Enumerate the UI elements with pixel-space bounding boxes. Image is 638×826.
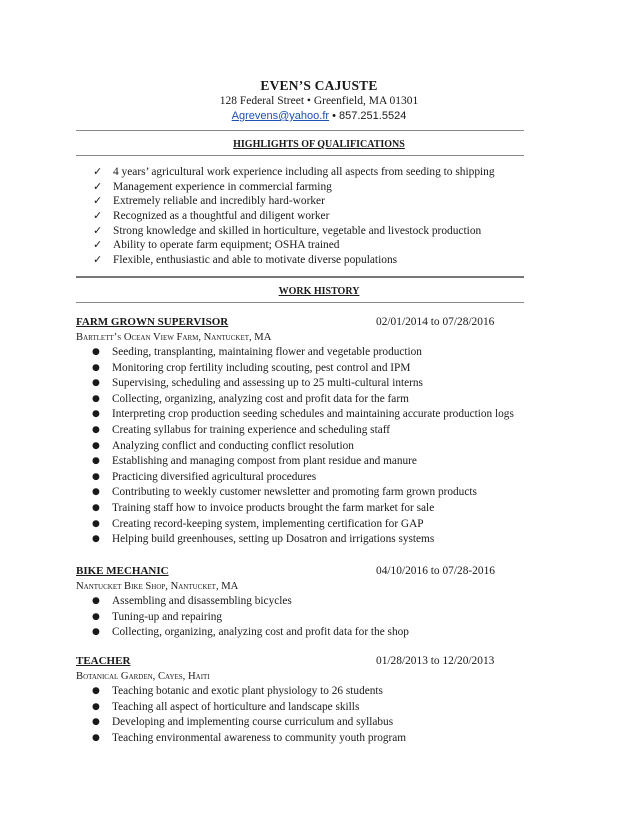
bullet-icon: ● [92, 440, 100, 451]
divider [76, 130, 524, 131]
list-item: ✓ 4 years’ agricultural work experience including all aspects from seeding to shipping [93, 165, 495, 178]
bullet-icon: ● [92, 424, 100, 435]
list-item: ● Assembling and disassembling bicycles [76, 594, 524, 610]
resume-name: EVEN’S CAJUSTE [260, 78, 378, 93]
list-item: ● Practicing diversified agricultural procedures [76, 470, 524, 486]
list-item: ✓ Ability to operate farm equipment; OSHA trained [93, 238, 340, 252]
job-entry [76, 315, 524, 548]
list-item: ✓ Strong knowledge and skilled in horticulture, vegetable and livestock production [93, 223, 482, 237]
list-item: ● Teaching all aspect of horticulture and landscape skills [76, 700, 524, 716]
bullet-icon: ● [92, 534, 100, 545]
bullet-icon: ● [92, 347, 100, 357]
bullet-icon: ● [92, 596, 100, 606]
list-item: ● Collecting, organizing, analyzing cost and profit data for the farm [76, 392, 524, 408]
bullet-icon: ● [92, 456, 100, 467]
phone-number: • 857.251.5524 [329, 110, 407, 122]
list-item: ● Helping build greenhouses, setting up Dosatron and irrigations systems [76, 532, 524, 548]
list-item: ● Training staff how to invoice products brought the farm market for sale [76, 501, 524, 517]
list-item: ● Analyzing conflict and conducting conflict resolution [76, 439, 524, 455]
checkmark-icon: ✓ [93, 194, 103, 208]
list-item: ● Establishing and managing compost from plant residue and manure [76, 454, 524, 470]
bullet-icon: ● [92, 611, 100, 622]
bullet-icon: ● [92, 502, 100, 513]
job-title: BIKE MECHANIC 04/10/2016 to 07/28-2016 [76, 565, 495, 577]
checkmark-icon: ✓ [93, 253, 103, 267]
list-item: ● Collecting, organizing, analyzing cost and profit data for the shop [76, 625, 524, 641]
qualifications-list [93, 165, 495, 268]
duties-list [76, 594, 524, 641]
checkmark-icon: ✓ [93, 223, 103, 237]
work-history-heading: WORK HISTORY [278, 286, 360, 297]
bullet-icon: ● [92, 378, 100, 389]
qualifications-heading: HIGHLIGHTS OF QUALIFICATIONS [233, 139, 405, 150]
divider [76, 302, 524, 303]
bullet-icon: ● [92, 717, 100, 728]
list-item: ● Teaching botanic and exotic plant physiology to 26 students [76, 684, 524, 700]
job-title: TEACHER 01/28/2013 to 12/20/2013 [76, 655, 495, 667]
job-dates: 01/28/2013 to 12/20/2013 [376, 655, 495, 667]
contact-line [0, 110, 638, 122]
bullet-icon: ● [92, 732, 100, 743]
job-company: Nantucket Bike Shop, Nantucket, MA [76, 581, 239, 592]
checkmark-icon: ✓ [93, 179, 103, 193]
duties-list [76, 684, 524, 746]
divider [76, 276, 524, 278]
bullet-icon: ● [92, 487, 100, 498]
checkmark-icon: ✓ [93, 209, 103, 223]
list-item: ● Interpreting crop production seeding schedules and maintaining accurate production logs [76, 407, 524, 423]
list-item: ● Developing and implementing course curriculum and syllabus [76, 715, 524, 731]
bullet-icon: ● [92, 409, 100, 420]
bullet-icon: ● [92, 471, 100, 482]
checkmark-icon: ✓ [93, 238, 103, 252]
list-item: ● Seeding, transplanting, maintaining flower and vegetable production [76, 345, 524, 361]
address-line: 128 Federal Street • Greenfield, MA 01301 [219, 95, 419, 107]
checkmark-icon: ✓ [93, 165, 103, 178]
job-dates: 04/10/2016 to 07/28-2016 [376, 565, 495, 577]
list-item: ✓ Flexible, enthusiastic and able to motivate diverse populations [93, 253, 398, 267]
email-link[interactable]: Agrevens@yahoo.fr [231, 110, 330, 122]
bullet-icon: ● [92, 362, 100, 373]
job-company: Botanical Garden, Cayes, Haiti [76, 671, 210, 682]
job-entry [76, 564, 524, 641]
list-item: ● Supervising, scheduling and assessing up to 25 multi-cultural interns [76, 376, 524, 392]
bullet-icon: ● [92, 627, 100, 638]
list-item: ● Teaching environmental awareness to community youth program [76, 731, 524, 747]
list-item: ✓ Management experience in commercial farming [93, 179, 332, 193]
duties-list [76, 345, 524, 548]
job-dates: 02/01/2014 to 07/28/2016 [376, 316, 495, 328]
job-company: Bartlett’s Ocean View Farm, Nantucket, MA [76, 332, 272, 343]
list-item: ✓ Recognized as a thoughtful and diligent worker [93, 209, 330, 223]
bullet-icon: ● [92, 701, 100, 712]
job-entry [76, 654, 524, 746]
bullet-icon: ● [92, 686, 100, 696]
list-item: ● Creating record-keeping system, implementing certification for GAP [76, 517, 524, 533]
list-item: ● Creating syllabus for training experience and scheduling staff [76, 423, 524, 439]
job-title: FARM GROWN SUPERVISOR 02/01/2014 to 07/28/2016 [76, 316, 495, 328]
list-item: ● Contributing to weekly customer newsletter and promoting farm grown products [76, 485, 524, 501]
bullet-icon: ● [92, 393, 100, 404]
bullet-icon: ● [92, 518, 100, 529]
list-item: ● Monitoring crop fertility including scouting, pest control and IPM [76, 361, 524, 377]
divider [76, 155, 524, 156]
list-item: ● Tuning-up and repairing [76, 610, 524, 626]
list-item: ✓ Extremely reliable and incredibly hard-worker [93, 194, 325, 208]
